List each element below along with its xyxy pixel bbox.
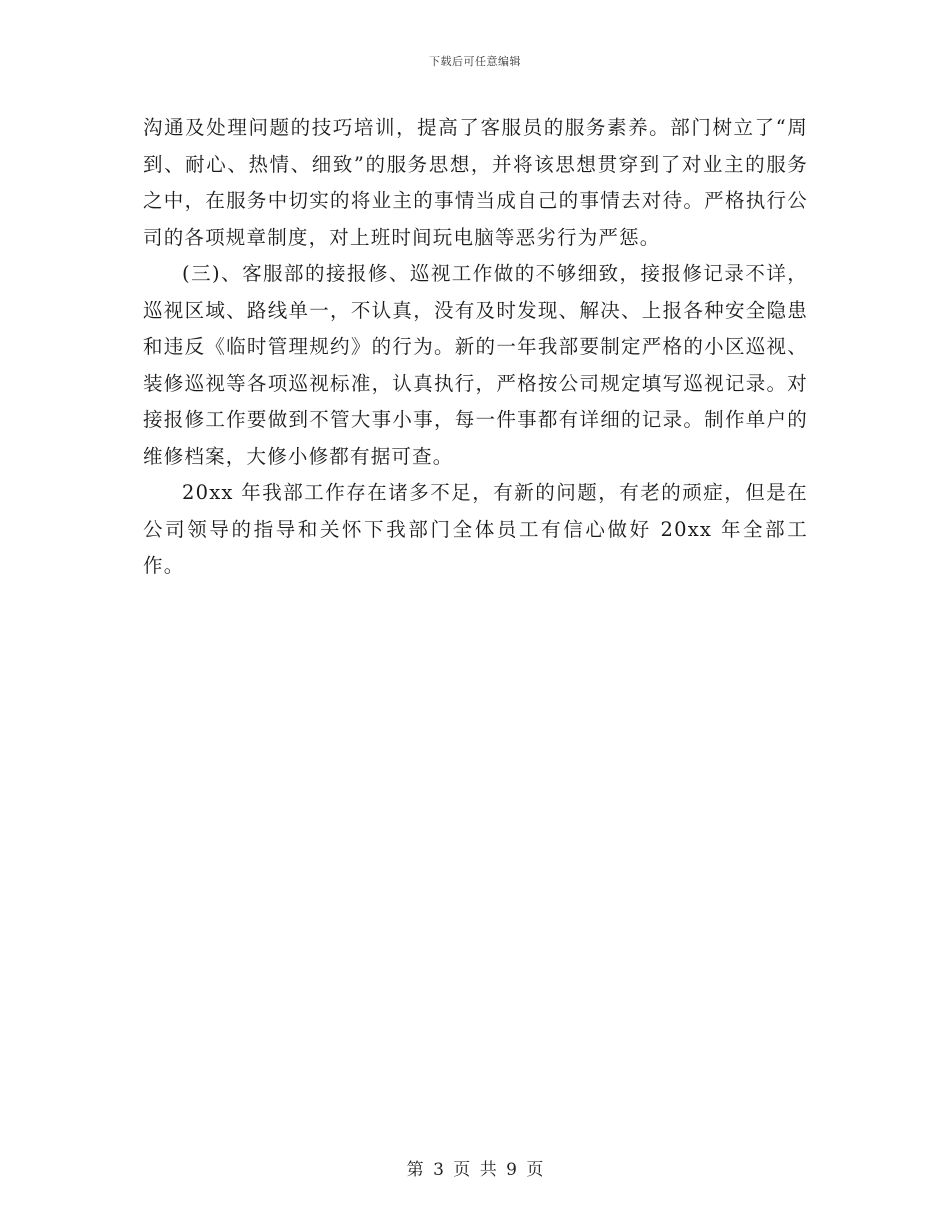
document-body bbox=[143, 110, 808, 585]
paragraph-continued: 沟通及处理问题的技巧培训，提高了客服员的服务素养。部门树立了“周到、耐心、热情、细致”的服务思想，并将该思想贯穿到了对业主的服务之中，在服务中切实的将业主的事情当成自己的事情去对待。严格执行公司的各项规章制度，对上班时间玩电脑等恶劣行为严惩。 bbox=[143, 116, 808, 249]
header-note: 下载后可任意编辑 bbox=[429, 55, 521, 68]
page-number: 第 3 页 共 9 页 bbox=[406, 1160, 544, 1180]
paragraph-conclusion: 20xx 年我部工作存在诸多不足，有新的问题，有老的顽症，但是在公司领导的指导和关怀下我部门全体员工有信心做好 20xx 年全部工作。 bbox=[143, 481, 808, 577]
paragraph-repair-patrol: (三)、客服部的接报修、巡视工作做的不够细致，接报修记录不详，巡视区域、路线单一，不认真，没有及时发现、解决、上报各种安全隐患和违反《临时管理规约》的行为。新的一年我部要制定严格的小区巡视、装修巡视等各项巡视标准，认真执行，严格按公司规定填写巡视记录。对接报修工作要做到不管大事小事，每一件事都有详细的记录。制作单户的维修档案，大修小修都有据可查。 bbox=[143, 262, 808, 468]
